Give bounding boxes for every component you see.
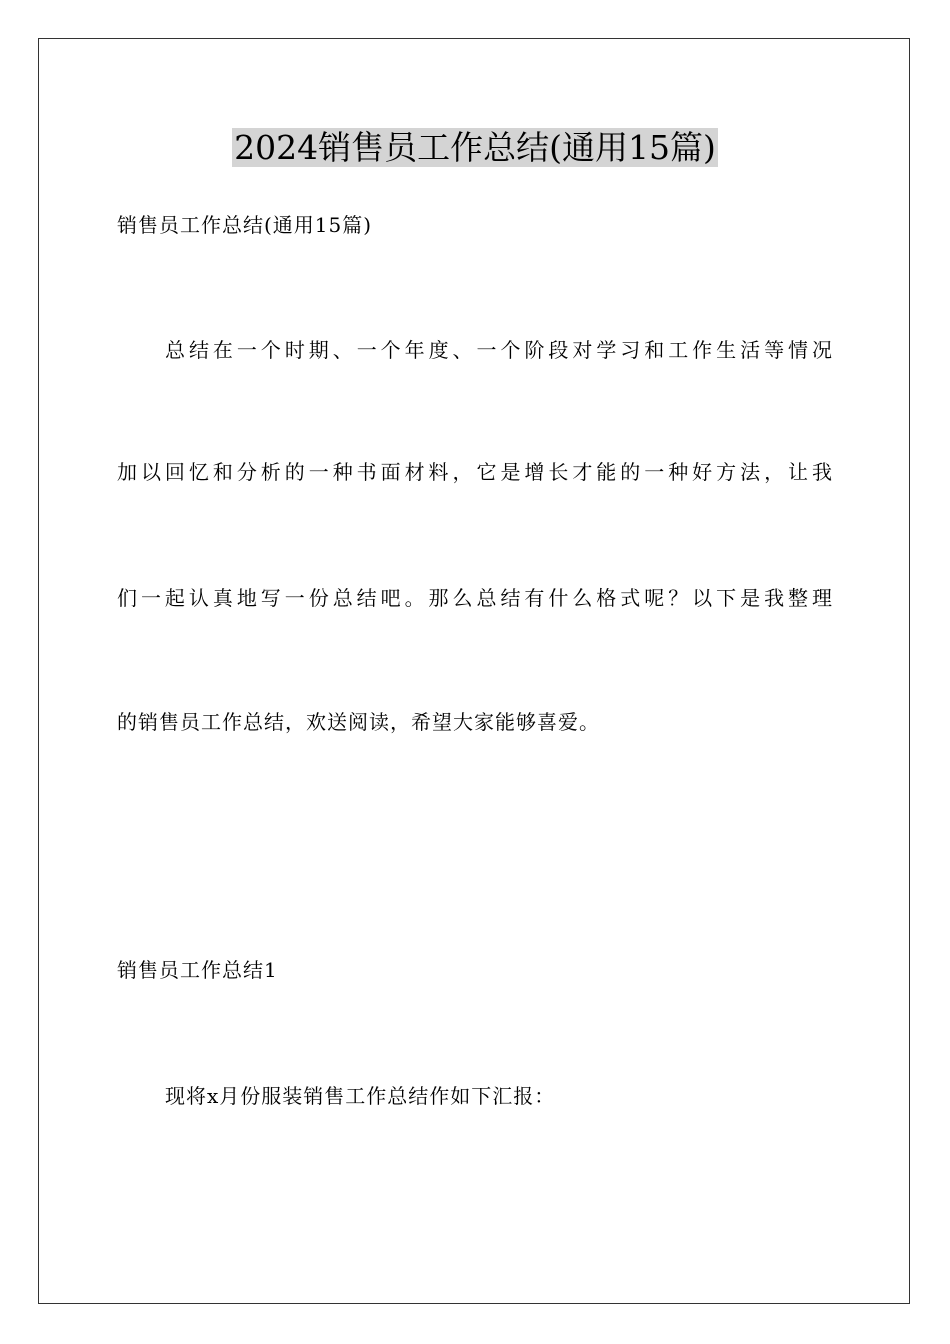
intro-paragraph-line-1: 总结在一个时期、一个年度、一个阶段对学习和工作生活等情况 xyxy=(165,338,833,362)
document-title-text: 2024销售员工作总结(通用15篇) xyxy=(234,128,716,167)
section-heading: 销售员工作总结1 xyxy=(117,958,278,982)
document-title xyxy=(0,126,950,170)
intro-paragraph-line-4: 的销售员工作总结，欢送阅读，希望大家能够喜爱。 xyxy=(117,710,600,734)
section-paragraph-line-1: 现将x月份服装销售工作总结作如下汇报： xyxy=(165,1084,556,1108)
document-subtitle: 销售员工作总结(通用15篇) xyxy=(117,213,373,237)
intro-paragraph-line-3: 们一起认真地写一份总结吧。那么总结有什么格式呢？以下是我整理 xyxy=(117,586,833,610)
intro-paragraph-line-2: 加以回忆和分析的一种书面材料，它是增长才能的一种好方法，让我 xyxy=(117,460,833,484)
